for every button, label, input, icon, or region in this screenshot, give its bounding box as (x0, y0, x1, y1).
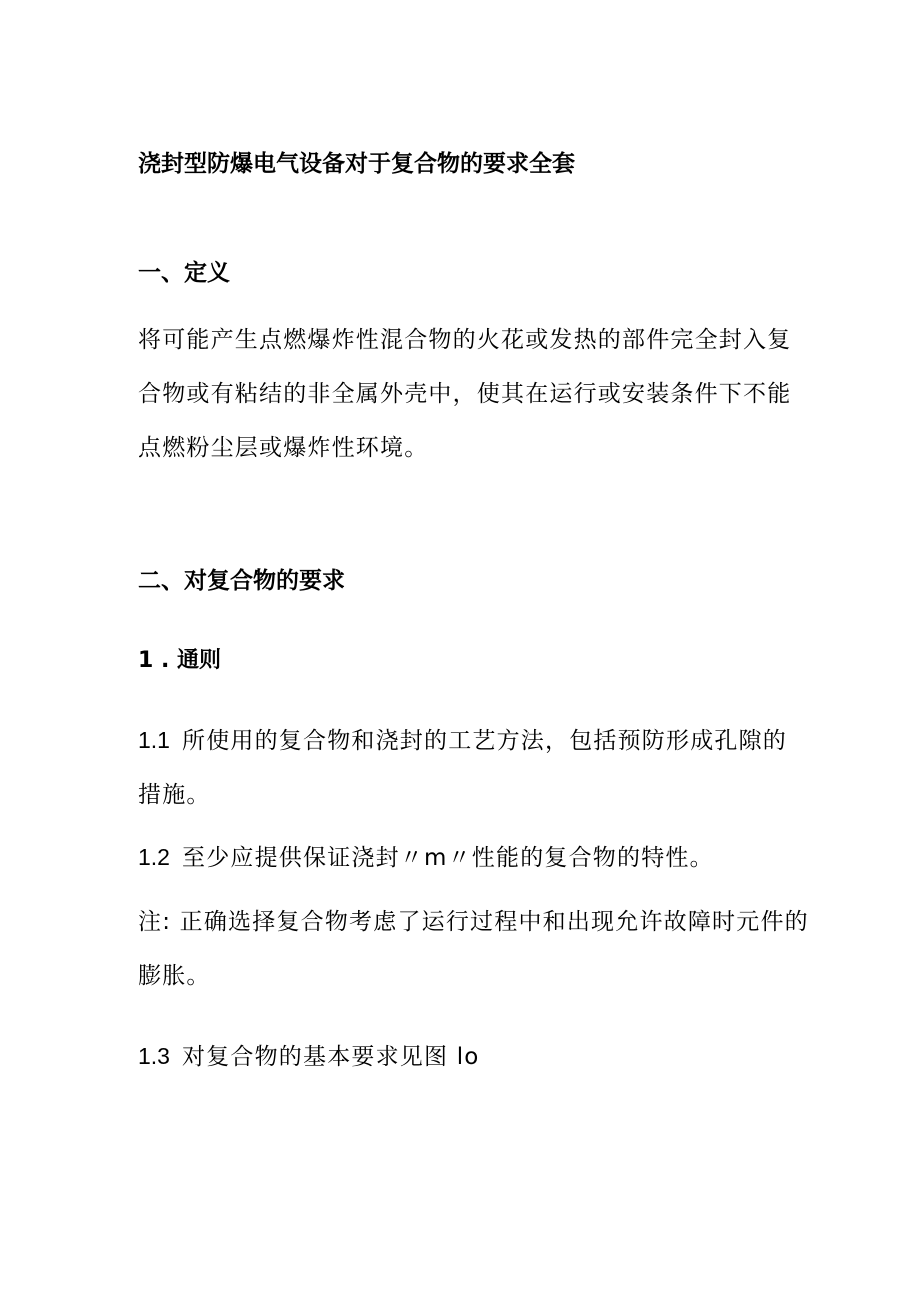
clause-text: 所使用的复合物和浇封的工艺方法，包括预防形成孔隙的 (182, 728, 787, 754)
clause-text: 至少应提供保证浇封〃m〃性能的复合物的特性。 (182, 845, 714, 871)
clause-1-1 (138, 713, 788, 822)
clause-text: 对复合物的基本要求见图 lo (182, 1044, 480, 1070)
clause-number: 1.1 (138, 727, 170, 753)
paragraph-line: 将可能产生点燃爆炸性混合物的火花或发热的部件完全封入复 (138, 327, 792, 353)
clause-1-3 (138, 1029, 788, 1084)
clause-line (138, 713, 788, 768)
section-heading-requirements: 二、对复合物的要求 (138, 568, 345, 594)
note-line: 膨胀。 (138, 963, 211, 989)
paragraph-line: 点燃粉尘层或爆炸性环境。 (138, 435, 429, 461)
clause-number: 1.3 (138, 1043, 170, 1069)
note-paragraph (138, 895, 809, 1003)
clause-number: 1.2 (138, 844, 170, 870)
clause-1-2 (138, 830, 788, 885)
clause-line: 措施。 (138, 782, 211, 808)
subsection-heading-general: 1 . 通则 (138, 648, 221, 673)
clause-line (138, 830, 788, 885)
paragraph-line: 合物或有粘结的非全属外壳中，使其在运行或安装条件下不能 (138, 381, 792, 407)
note-line: 注: 正确选择复合物考虑了运行过程中和出现允许故障时元件的 (138, 909, 809, 935)
section-heading-definition: 一、定义 (138, 260, 230, 286)
clause-line (138, 1029, 788, 1084)
definition-paragraph (138, 313, 792, 475)
document-title: 浇封型防爆电气设备对于复合物的要求全套 (138, 151, 575, 177)
